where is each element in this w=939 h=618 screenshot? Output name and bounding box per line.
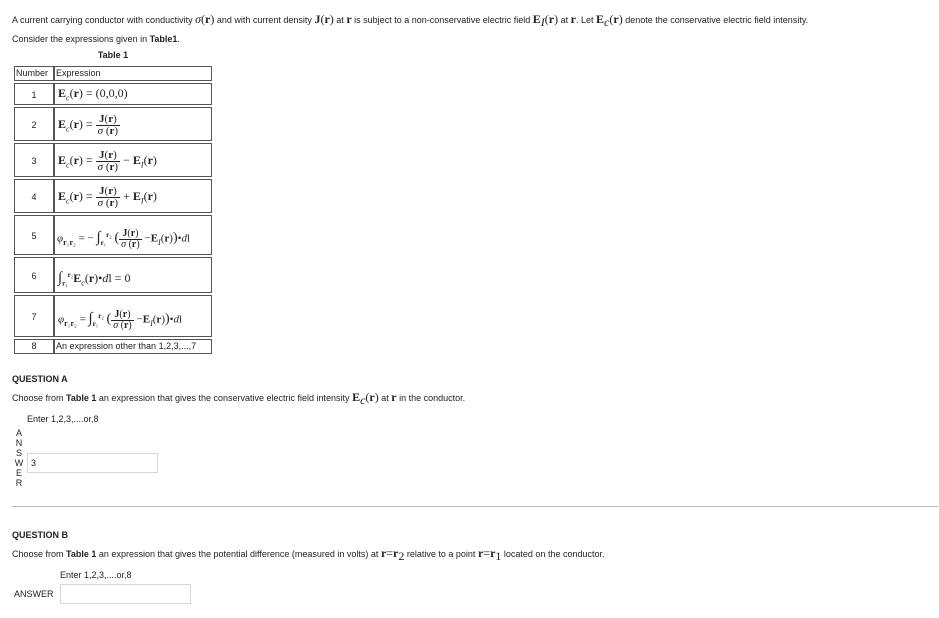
answer-letter: A [15, 428, 22, 438]
row-8-number: 8 [14, 339, 54, 354]
expressions-table [12, 50, 214, 356]
intro-text-1: A current carrying conductor with conductivity [12, 15, 193, 25]
intro-text-4: is subject to a non-conservative electric field [354, 15, 531, 25]
row-8-expression: An expression other than 1,2,3,...,7 [54, 339, 212, 354]
intro-line2-text: Consider the expressions given in [12, 34, 148, 44]
header-expression: Expression [54, 66, 212, 81]
question-a-hint: Enter 1,2,3,....or,8 [27, 414, 99, 424]
qa-text-d: at [381, 393, 389, 403]
answer-letter: E [15, 468, 22, 478]
answer-letter: S [15, 448, 22, 458]
problem-statement: A current carrying conductor with conductivity σ(r) and with current density J(r) at r is subject to a non-conservative electric field $E_I(r)$ at r. Let $E_c(r)$ denote the conservative electric field intensity. [12, 12, 809, 29]
qb-text-c: an expression that gives the potential difference (measured in volts) at [98, 549, 379, 559]
intro-text-2: and with current density [216, 15, 312, 25]
row-5-number: 5 [14, 215, 54, 255]
row-2-number: 2 [14, 107, 54, 141]
question-a-answer-label [14, 428, 24, 488]
row-3-number: 3 [14, 143, 54, 177]
row-2-expression: $E_c(r)$ = $\frac{J(r)}{\sigma (r)}$ [54, 107, 212, 141]
question-b-answer-label: ANSWER [14, 589, 54, 599]
question-a-heading: QUESTION A [12, 374, 68, 384]
row-7-number: 7 [14, 295, 54, 337]
answer-letter: W [14, 458, 24, 468]
intro-text-6: . Let [576, 15, 594, 25]
question-a-text: Choose from Table 1 an expression that gives the conservative electric field intensity $E_c(r)$ at r in the conductor. [12, 390, 466, 407]
header-number: Number [14, 66, 54, 81]
intro-text-7: denote the conservative electric field intensity. [625, 15, 809, 25]
intro-text-3: at [336, 15, 344, 25]
row-6-number: 6 [14, 257, 54, 293]
qa-text-e: in the conductor. [399, 393, 466, 403]
qb-text-e: located on the conductor. [503, 549, 605, 559]
qa-text-c: an expression that gives the conservative electric field intensity [98, 393, 350, 403]
answer-letter: N [15, 438, 23, 448]
row-6-expression: $\int_{r_1}^{r_2}E_c(r)•dl = 0$ [54, 257, 212, 293]
intro-line2-period: . [177, 34, 180, 44]
qa-text-a: Choose from [12, 393, 64, 403]
row-4-number: 4 [14, 179, 54, 213]
qa-table-ref: Table 1 [66, 393, 97, 403]
qb-text-d: relative to a point [406, 549, 476, 559]
question-b-answer-input[interactable] [60, 584, 191, 604]
qb-text-a: Choose from [12, 549, 64, 559]
answer-letter: R [15, 478, 23, 488]
intro-text-5: at [560, 15, 569, 25]
question-b-text: Choose from Table 1 an expression that gives the potential difference (measured in volts) at $r=r_2$ relative to a point $r=r_1$ located on the conductor. [12, 546, 605, 563]
row-3-expression: $E_c(r)$ = $\frac{J(r)}{\sigma (r)}$ − $E_I(r)$ [54, 143, 212, 177]
row-7-expression: $\varphi_{r_1r_2} = \int_{r_1}^{r_2}$ ( $\frac{J(r)}{\sigma (r)}$ $-E_I(r))•dl$ [54, 295, 212, 337]
row-1-number: 1 [14, 83, 54, 105]
table-title: Table 1 [97, 50, 129, 60]
row-4-expression: $E_c(r)$ = $\frac{J(r)}{\sigma (r)}$ + $E_I(r)$ [54, 179, 212, 213]
intro-line-2 [12, 34, 180, 44]
question-b-heading: QUESTION B [12, 530, 69, 540]
qb-table-ref: Table 1 [66, 549, 97, 559]
intro-line2-table-ref: Table1 [149, 34, 178, 44]
question-a-answer-input[interactable]: 3 [27, 453, 158, 473]
section-divider [12, 506, 938, 507]
row-1-expression: $E_c(r) = (0,0,0)$ [54, 83, 212, 105]
question-b-hint: Enter 1,2,3,....or,8 [60, 570, 132, 580]
row-5-expression: $\varphi_{r_1r_2}$ = − $\int_{r_1}^{r_2}$ ( $\frac{J(r)}{\sigma (r)}$ $-E_I(r))•dl$ [54, 215, 212, 255]
